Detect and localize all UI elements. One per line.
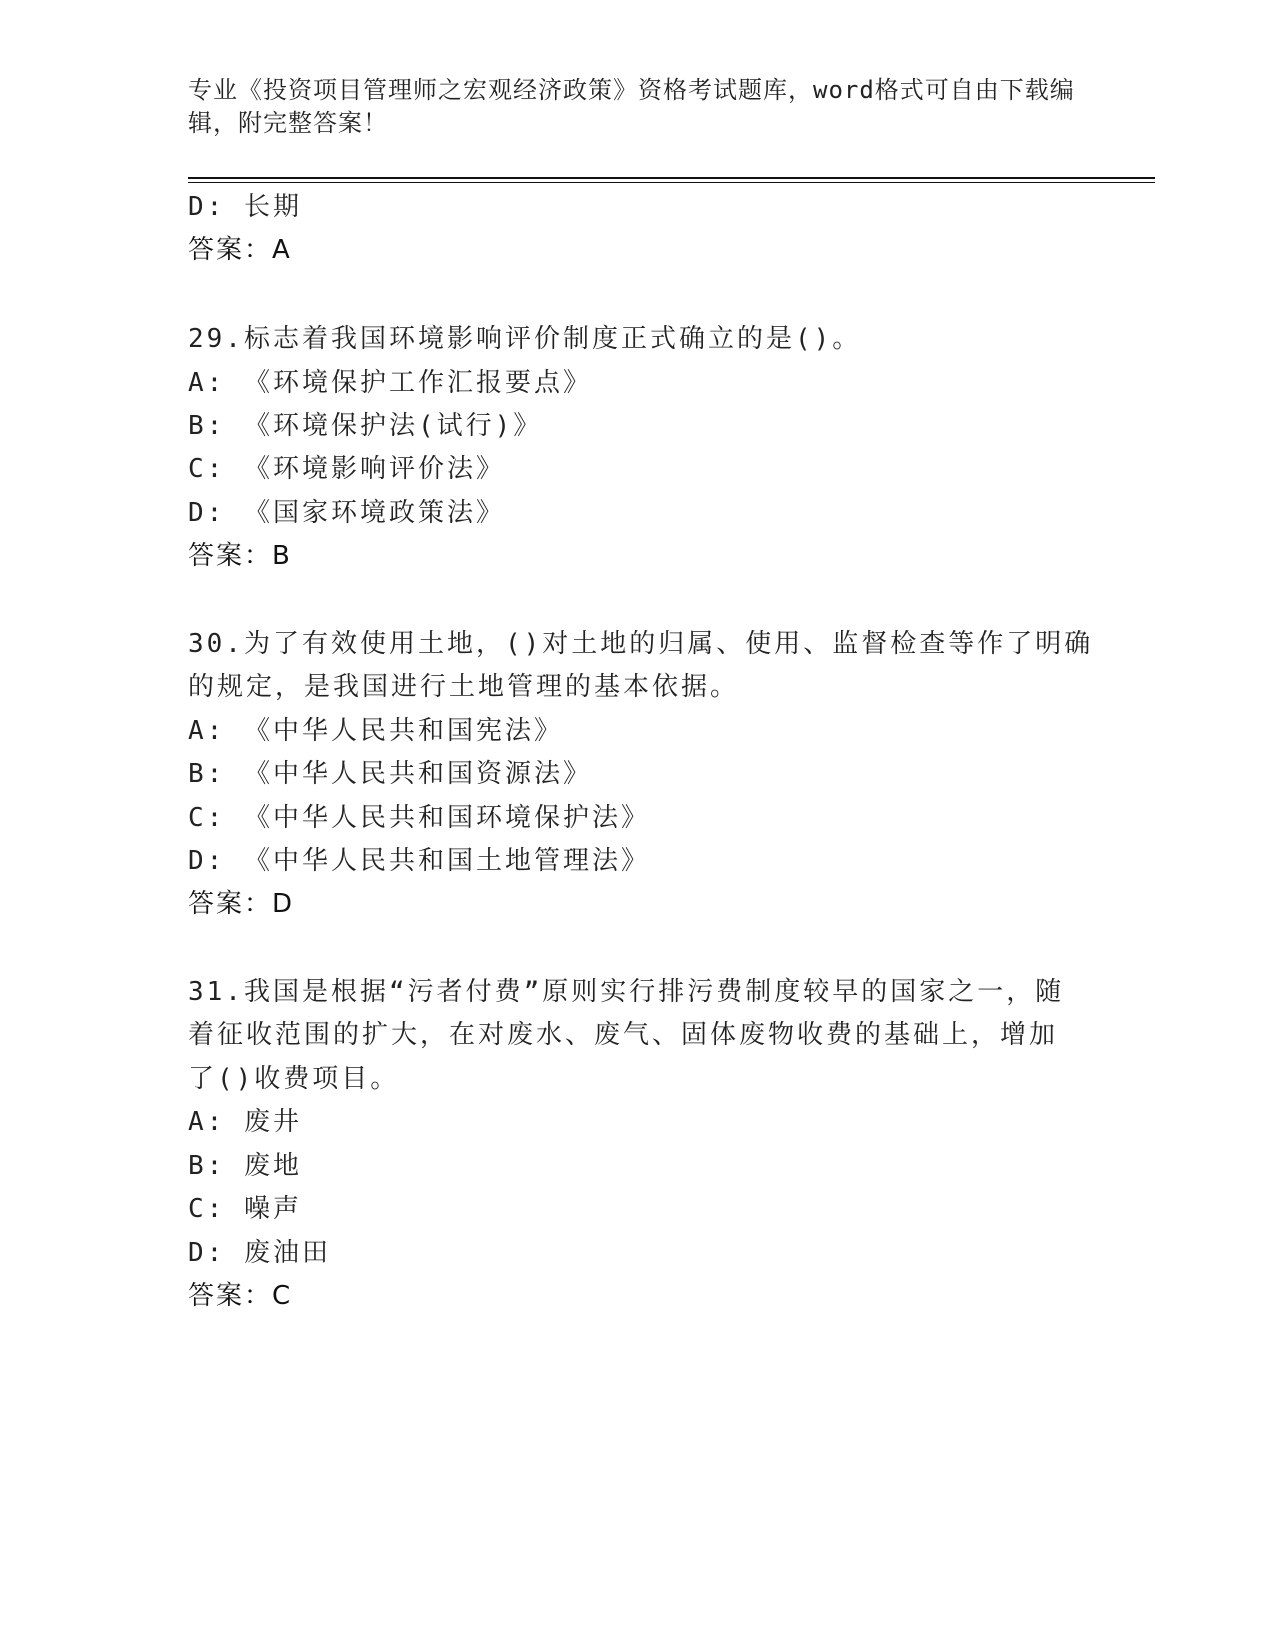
header-rule-thin [188, 182, 1155, 183]
header-rule-thick [188, 177, 1155, 179]
q30-option-d: D: 《中华人民共和国土地管理法》 [188, 846, 650, 876]
q31-option-d: D: 废油田 [188, 1238, 331, 1268]
prev-answer: 答案：A [188, 235, 292, 265]
q30-option-a: A: 《中华人民共和国宪法》 [188, 716, 563, 746]
q31-stem-line-3: 了()收费项目。 [188, 1064, 400, 1094]
header-line-2: 辑，附完整答案！ [188, 109, 388, 137]
header-line-1: 专业《投资项目管理师之宏观经济政策》资格考试题库，word格式可自由下载编 [188, 76, 1075, 104]
q29-option-b: B: 《环境保护法(试行)》 [188, 411, 543, 441]
q31-option-a: A: 废井 [188, 1107, 302, 1137]
q30-stem-line-2: 的规定，是我国进行土地管理的基本依据。 [188, 672, 740, 702]
q29-option-c: C: 《环境影响评价法》 [188, 454, 505, 484]
q31-option-b: B: 废地 [188, 1151, 302, 1181]
q30-stem-line-1: 30.为了有效使用土地，()对土地的归属、使用、监督检查等作了明确 [188, 629, 1094, 659]
q30-option-b: B: 《中华人民共和国资源法》 [188, 759, 592, 789]
q30-answer: 答案：D [188, 889, 295, 919]
document-header [188, 74, 1088, 140]
q29-stem: 29.标志着我国环境影响评价制度正式确立的是()。 [188, 324, 862, 354]
q29-option-a: A: 《环境保护工作汇报要点》 [188, 368, 592, 398]
q29-answer: 答案：B [188, 541, 292, 571]
q29-option-d: D: 《国家环境政策法》 [188, 498, 505, 528]
q31-stem-line-2: 着征收范围的扩大，在对废水、废气、固体废物收费的基础上，增加 [188, 1020, 1059, 1050]
prev-option-d: D: 长期 [188, 192, 302, 222]
q31-answer: 答案：C [188, 1281, 293, 1311]
q31-stem-line-1: 31.我国是根据“污者付费”原则实行排污费制度较早的国家之一，随 [188, 977, 1065, 1007]
q31-option-c: C: 噪声 [188, 1194, 302, 1224]
q30-option-c: C: 《中华人民共和国环境保护法》 [188, 803, 650, 833]
